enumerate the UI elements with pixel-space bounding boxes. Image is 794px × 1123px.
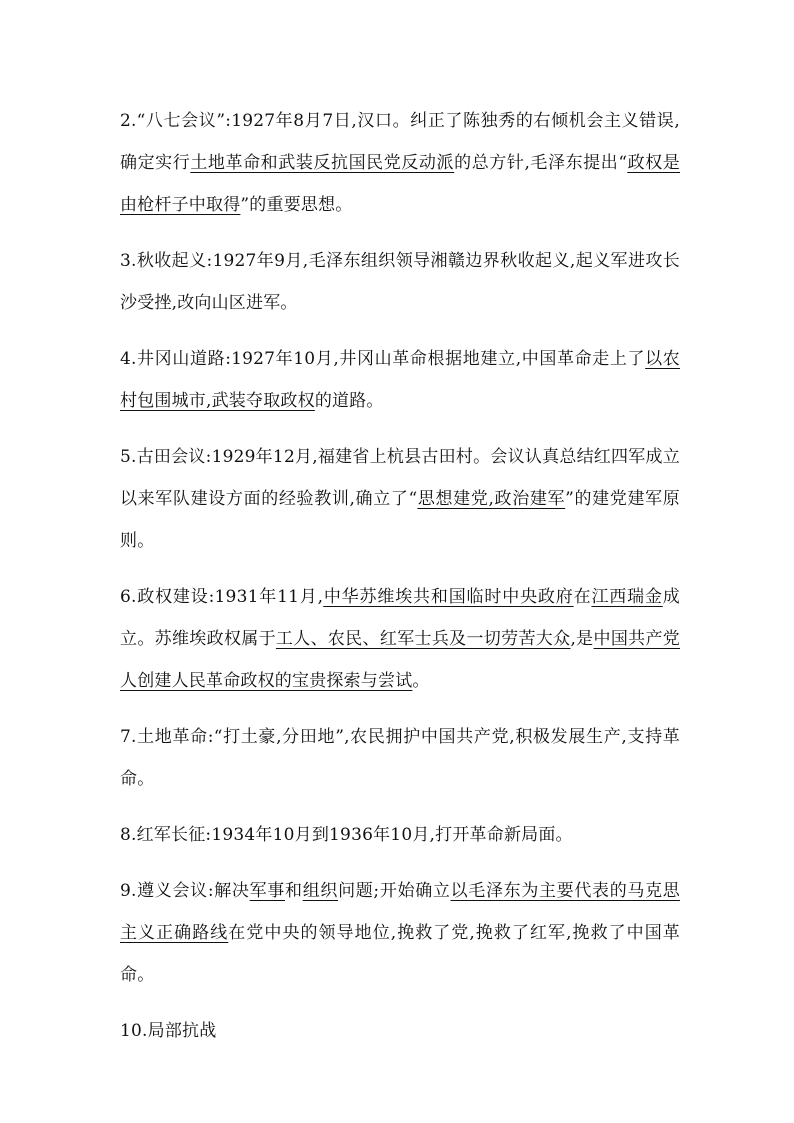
text-segment: 和	[285, 881, 303, 901]
text-segment: 2.“八七会议”:1927年8月7日,汉口。纠正了陈独秀的右倾机会主义错误,确定实行	[120, 111, 680, 173]
paragraph-item	[120, 338, 680, 422]
text-segment: ,是	[570, 629, 594, 649]
underlined-key-phrase: 中华苏维埃共和国临时中央政府	[323, 587, 574, 607]
text-segment: 5.古田会议:1929年12月,福建省上杭县古田村。会议认真总结红四军成立以来军队建设方面的经验教训,确立了“	[120, 447, 680, 509]
text-segment: 。	[412, 671, 430, 691]
underlined-key-phrase: 江西瑞金	[591, 587, 663, 607]
text-segment: 的道路。	[314, 391, 384, 411]
text-segment: 6.政权建设:1931年11月,	[120, 587, 324, 607]
text-segment: 8.红军长征:1934年10月到1936年10月,打开革命新局面。	[120, 825, 573, 845]
text-segment: 4.井冈山道路:1927年10月,井冈山革命根据地建立,中国革命走上了	[120, 349, 646, 369]
underlined-key-phrase: 思想建党,政治建军	[417, 489, 566, 509]
paragraph-item	[120, 576, 680, 702]
text-segment: 3.秋收起义:1927年9月,毛泽东组织领导湘赣边界秋收起义,起义军进攻长沙受挫,改向山区进军。	[120, 251, 680, 313]
underlined-key-phrase: 政权是由枪杆子中取得	[120, 153, 681, 215]
underlined-key-phrase: 军事	[249, 881, 285, 901]
underlined-key-phrase: 中国共产党人创建人民革命政权的宝贵探索与尝试	[120, 629, 680, 691]
document-body	[120, 100, 680, 1066]
underlined-key-phrase: 以农村包围城市,武装夺取政权	[120, 349, 680, 411]
text-segment: 9.遵义会议:解决	[120, 881, 250, 901]
paragraph-item	[120, 814, 680, 856]
text-segment: 成立。苏维埃政权属于	[120, 587, 680, 649]
text-segment: 10.局部抗战	[120, 1021, 217, 1041]
underlined-key-phrase: 组织	[302, 881, 339, 901]
text-segment: 问题;开始确立	[338, 881, 451, 901]
text-segment: ”的建党建军原则。	[120, 489, 680, 551]
underlined-key-phrase: 以毛泽东为主要代表的马克思主义正确路线	[120, 881, 680, 943]
text-segment: 在	[573, 587, 592, 607]
underlined-key-phrase: 工人、农民、红军士兵及一切劳苦大众	[275, 629, 571, 649]
text-segment: ”的重要思想。	[240, 195, 353, 215]
text-segment: 7.土地革命:“打土豪,分田地”,农民拥护中国共产党,积极发展生产,支持革命。	[120, 727, 680, 789]
paragraph-item	[120, 240, 680, 324]
paragraph-item	[120, 870, 680, 996]
paragraph-item	[120, 100, 680, 226]
text-segment: 的总方针,毛泽东提出“	[454, 153, 628, 173]
paragraph-item	[120, 716, 680, 800]
underlined-key-phrase: 土地革命和武装反抗国民党反动派	[190, 153, 455, 173]
paragraph-item	[120, 1010, 680, 1052]
text-segment: 在党中央的领导地位,挽救了党,挽救了红军,挽救了中国革命。	[120, 923, 680, 985]
paragraph-item	[120, 436, 680, 562]
